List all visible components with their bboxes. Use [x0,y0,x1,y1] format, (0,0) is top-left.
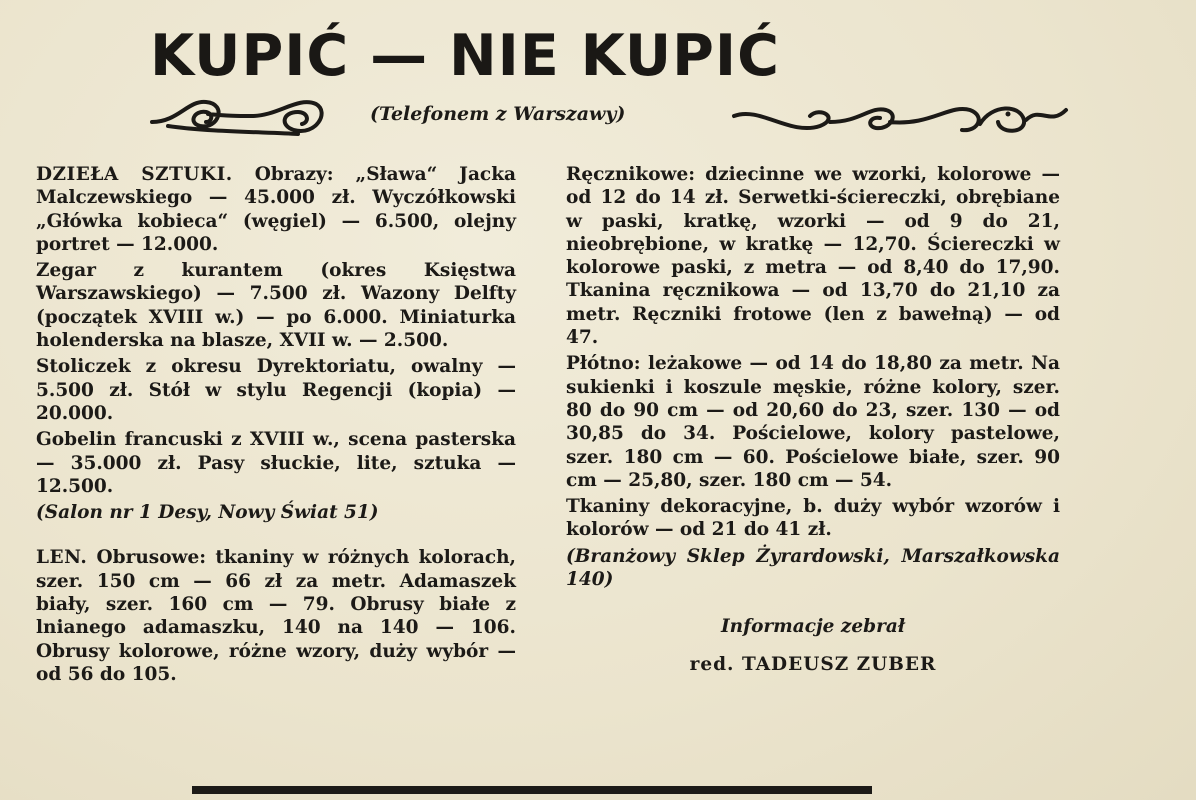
paragraph-clock: Zegar z kurantem (okres Księstwa Warszawskiego) — 7.500 zł. Wazony Delfty (początek XVIII w.) — po 6.000. Miniaturka holenderska na blaszе, XVII w. — 2.500. [36,260,516,352]
ornament-right-icon [730,96,1070,142]
author-name: red. TADEUSZ ZUBER [689,653,937,675]
ornament-left-icon [148,92,328,140]
paragraph-gobelin: Gobelin francuski z XVIII w., scena pasterska — 35.000 zł. Pasy słuckie, lite, sztuka — 12.500. [36,429,516,497]
bottom-rule [192,786,872,794]
source-zyrardow: (Branżowy Sklep Żyrardowski, Marszałkowska 140) [566,545,1060,591]
left-column [36,163,516,689]
section-lead-linen: LEN. [36,547,88,569]
paragraph-art-text: Obrazy: „Sława“ Jacka Malczewskiego — 45.000 zł. Wyczółkowski „Główka kobieca“ (węgiel) — 6.500, olejny portret — 12.000. [36,164,516,255]
paragraph-towels: Ręcznikowe: dziecinne we wzorki, kolorowe — od 12 do 14 zł. Serwetki-ściereczki, obrębiane w paski, kratkę, wzorki — od 9 do 21, nieobrębione, w kratkę — 12,70. Ściereczki w kolorowe paski, z metra — od 8,40 do 17,90. Tkanina ręcznikowa — od 13,70 do 21,10 za metr. Ręczniki frotowe (len z bawełną) — od 47. [566,164,1060,349]
paragraph-table: Stoliczek z okresu Dyrektoriatu, owalny — 5.500 zł. Stół w stylu Regencji (kopia) — 20.000. [36,356,516,424]
paragraph-decor: Tkaniny dekoracyjne, b. duży wybór wzorów i kolorów — od 21 do 41 zł. [566,496,1060,541]
paragraph-cloth: Płótno: leżakowe — od 14 do 18,80 za metr. Na sukienki i koszule męskie, różne kolory, szer. 80 do 90 cm — od 20,60 do 23, szer. 130 — od 30,85 do 34. Pościelowe, kolory pastelowe, szer. 180 cm — 60. Pościelowe białe, szer. 90 cm — 25,80, szer. 180 cm — 54. [566,353,1060,491]
source-desa: (Salon nr 1 Desy, Nowy Świat 51) [36,502,379,524]
right-column [566,163,1060,676]
paragraph-linen-text: Obrusowe: tkaniny w różnych kolorach, szer. 150 cm — 66 zł za metr. Adamaszek biały, szer. 160 cm — 79. Obrusy białe z lnianego adamaszku, 140 na 140 — 106. Obrusy kolorowe, różne wzory, duży wybór — od 56 do 105. [36,547,516,685]
section-lead-art: DZIEŁA SZTUKI. [36,164,233,185]
credit-line: Informacje zebrał [721,616,905,638]
paragraph-linen [36,546,516,686]
page-title: KUPIĆ — NIE KUPIĆ [150,23,780,89]
subtitle: (Telefonem z Warszawy) [370,103,626,125]
paragraph-art [36,163,516,256]
